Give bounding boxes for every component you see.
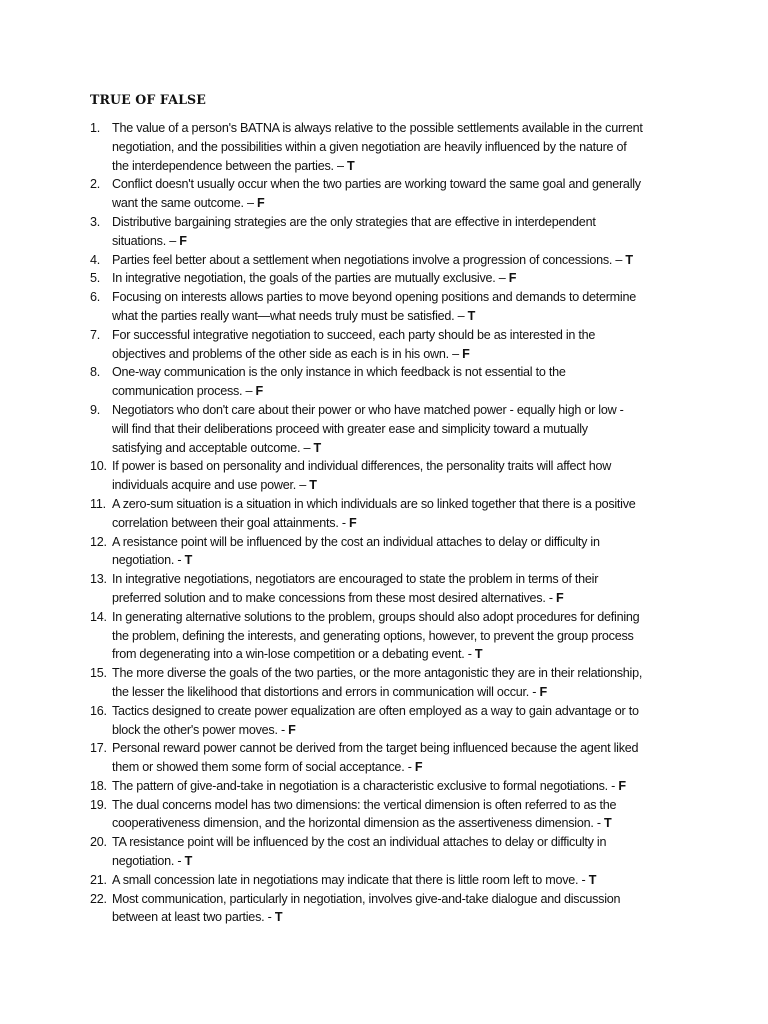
question-number: 12.: [90, 534, 107, 549]
question-item: [90, 457, 690, 495]
question-number: 14.: [90, 609, 107, 624]
question-number: 22.: [90, 891, 107, 906]
question-item: [90, 890, 690, 928]
answer-label: F: [349, 515, 357, 530]
answer-label: F: [256, 196, 265, 211]
question-text: The pattern of give-and-take in negotiation is a characteristic exclusive to formal negotiations. -: [112, 778, 619, 793]
answer-label: T: [467, 308, 476, 323]
question-text: In integrative negotiations, negotiators are encouraged to state the problem in terms of their preferred solution and to make concessions from these most desired alternatives. -: [112, 572, 599, 605]
question-item: [90, 796, 690, 834]
question-item: [90, 495, 690, 533]
answer-label: T: [184, 553, 193, 568]
answer-label: F: [414, 760, 423, 775]
question-number: 8.: [90, 365, 101, 380]
question-item: [90, 288, 690, 326]
question-text: A small concession late in negotiations may indicate that there is little room left to move. -: [112, 872, 589, 887]
question-text: TA resistance point will be influenced by the cost an individual attaches to delay or difficulty in negotiation. -: [112, 835, 607, 869]
question-number: 9.: [90, 402, 101, 417]
question-item: [90, 702, 690, 740]
question-number: 11.: [90, 496, 106, 511]
question-number: 7.: [90, 327, 101, 342]
document-page: [90, 92, 690, 927]
question-number: 18.: [90, 778, 107, 793]
question-text: The value of a person's BATNA is always relative to the possible settlements available in the current negotiation, and the possibilities within a given negotiation are heavily influenced by the nature of the interdependence between the parties. –: [112, 121, 643, 173]
question-item: [90, 608, 690, 664]
question-text: A resistance point will be influenced by the cost an individual attaches to delay or difficulty in negotiation. -: [112, 534, 600, 568]
question-number: 1.: [90, 121, 101, 135]
question-number: 15.: [90, 666, 107, 681]
question-text: In generating alternative solutions to the problem, groups should also adopt procedures for defining the problem, defining the interests, and generating options, however, to prevent the group process from degenerating into a win-lose competition or a debating event. -: [112, 609, 640, 662]
answer-label: F: [179, 233, 187, 248]
question-text: The dual concerns model has two dimensions: the vertical dimension is often referred to as the cooperativeness dimension, and the horizontal dimension as the assertiveness dimension. -: [112, 797, 617, 831]
question-text: Personal reward power cannot be derived from the target being influenced because the agent liked them or showed them some form of social acceptance. -: [112, 741, 639, 775]
question-text: In integrative negotiation, the goals of the parties are mutually exclusive. –: [112, 271, 509, 286]
question-item: [90, 119, 690, 175]
question-item: [90, 326, 690, 364]
answer-label: F: [556, 590, 564, 605]
question-number: 21.: [90, 872, 107, 887]
question-number: 17.: [90, 741, 107, 756]
question-text: A zero-sum situation is a situation in which individuals are so linked together that there is a positive correlation between their goal attainments. -: [112, 496, 636, 530]
answer-label: T: [274, 910, 283, 925]
question-text: Conflict doesn't usually occur when the two parties are working toward the same goal and generally want the same outcome. –: [112, 177, 641, 211]
question-item: [90, 401, 690, 457]
question-text: If power is based on personality and individual differences, the personality traits will affect how individuals acquire and use power. –: [112, 459, 612, 493]
question-number: 19.: [90, 797, 107, 812]
document-title: TRUE OF FALSE: [90, 92, 206, 107]
question-text: Negotiators who don't care about their power or who have matched power - equally high or low - will find that their deliberations proceed with greater ease and simplicity toward a mutually satisfying and acceptable outcome. –: [112, 402, 624, 455]
question-text: Parties feel better about a settlement when negotiations involve a progression of concessions. –: [112, 252, 626, 267]
answer-label: F: [462, 346, 470, 361]
answer-label: F: [539, 684, 547, 699]
question-number: 20.: [90, 835, 107, 850]
question-number: 10.: [90, 459, 107, 474]
question-number: 2.: [90, 177, 101, 192]
question-item: [90, 664, 690, 702]
question-item: [90, 777, 690, 796]
answer-label: T: [588, 872, 597, 887]
answer-label: T: [347, 158, 355, 173]
answer-label: T: [309, 478, 317, 493]
answer-label: T: [474, 647, 483, 662]
question-item: [90, 213, 690, 251]
answer-label: T: [604, 816, 612, 831]
question-item: [90, 570, 690, 608]
answer-label: F: [618, 778, 626, 793]
question-item: [90, 739, 690, 777]
question-item: [90, 833, 690, 871]
question-number: 16.: [90, 703, 107, 718]
question-text: One-way communication is the only instance in which feedback is not essential to the communication process. –: [112, 365, 566, 399]
question-text: For successful integrative negotiation to succeed, each party should be as interested in the objectives and problems of the other side as each is in his own. –: [112, 327, 596, 361]
answer-label: T: [184, 854, 193, 869]
question-item: [90, 363, 690, 401]
answer-label: F: [508, 271, 517, 286]
question-item: [90, 871, 690, 890]
question-item: [90, 269, 690, 288]
question-item: [90, 251, 690, 270]
answer-label: F: [288, 722, 296, 737]
question-text: Tactics designed to create power equalization are often employed as a way to gain advantage or to block the other's power moves. -: [112, 703, 639, 737]
answer-label: T: [313, 440, 321, 455]
answer-label: T: [625, 252, 633, 267]
question-item: [90, 533, 690, 571]
question-number: 4.: [90, 252, 101, 267]
question-item: [90, 175, 690, 213]
question-text: Distributive bargaining strategies are the only strategies that are effective in interdependent situations. –: [112, 214, 596, 248]
question-number: 5.: [90, 271, 101, 286]
question-text: Focusing on interests allows parties to move beyond opening positions and demands to determine what the parties really want—what needs truly must be satisfied. –: [112, 290, 636, 323]
question-number: 3.: [90, 214, 101, 229]
question-text: Most communication, particularly in negotiation, involves give-and-take dialogue and discussion between at least two parties. -: [112, 891, 621, 925]
answer-label: F: [255, 384, 263, 399]
question-number: 6.: [90, 290, 101, 305]
question-number: 13.: [90, 572, 107, 587]
question-list: [90, 119, 690, 927]
question-text: The more diverse the goals of the two parties, or the more antagonistic they are in their relationship, the lesser the likelihood that distortions and errors in communication will occur. -: [112, 666, 643, 699]
